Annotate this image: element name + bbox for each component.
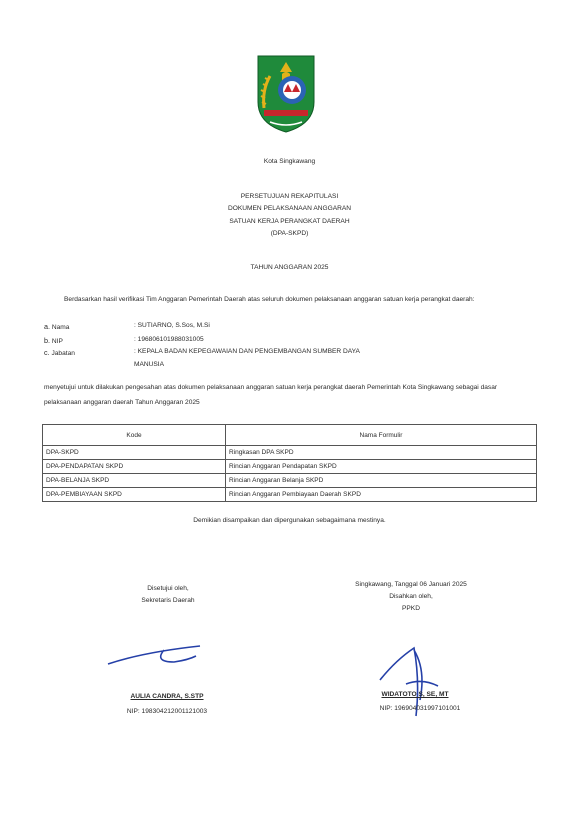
identity-position-row xyxy=(44,348,464,359)
kota-singkawang-emblem-icon xyxy=(256,52,316,134)
title-line: (DPA-SKPD) xyxy=(270,230,309,238)
identity-value: : KEPALA BADAN KEPEGAWAIAN DAN PENGEMBANGAN SUMBER DAYA xyxy=(134,348,360,355)
table-row xyxy=(43,474,537,488)
identity-value: : SUTIARNO, S.Sos, M.Si xyxy=(134,322,210,329)
right-place-date: Singkawang, Tanggal 06 Januari 2025 xyxy=(355,581,467,588)
table-row xyxy=(43,488,537,502)
right-signatory-header xyxy=(348,581,474,614)
table-cell-kode: DPA-BELANJA SKPD xyxy=(43,474,226,488)
identity-nip-row xyxy=(44,336,464,347)
intro-paragraph: Berdasarkan hasil verifikasi Tim Anggaran Pemerintah Daerah atas seluruh dokumen pelaksanaan anggaran satuan kerja perangkat daerah: xyxy=(64,296,475,303)
column-header-kode: Kode xyxy=(43,425,226,446)
table-row xyxy=(43,460,537,474)
left-signatory-name: AULIA CANDRA, S.STP xyxy=(130,693,204,700)
table-cell-kode: DPA-PEMBIAYAAN SKPD xyxy=(43,488,226,502)
table-cell-kode: DPA-PENDAPATAN SKPD xyxy=(43,460,226,474)
column-header-nama-formulir: Nama Formulir xyxy=(226,425,537,446)
identity-position-continuation: MANUSIA xyxy=(134,361,165,368)
table-cell-nama: Ringkasan DPA SKPD xyxy=(226,446,537,460)
table-cell-nama: Rincian Anggaran Pembiayaan Daerah SKPD xyxy=(226,488,537,502)
approval-paragraph: menyetujui untuk dilakukan pengesahan atas dokumen pelaksanaan anggaran satuan kerja perangkat daerah Pemerintah Kota Singkawang sebagai dasar pelaksanaan anggaran daerah Tahun Anggaran 2025 xyxy=(44,384,498,407)
identity-label: Jabatan xyxy=(51,350,75,357)
identity-letter: c. xyxy=(44,348,50,357)
closing-statement: Demikian disampaikan dan dipergunakan sebagaimana mestinya. xyxy=(193,517,386,524)
form-table xyxy=(42,424,537,502)
left-signature-icon xyxy=(104,634,208,674)
left-position-label: Sekretaris Daerah xyxy=(141,597,195,605)
title-line: SATUAN KERJA PERANGKAT DAERAH xyxy=(229,217,350,225)
right-signatory-name: WIDATOTO S, SE, MT xyxy=(381,691,449,698)
right-signatory-nip: NIP: 196904031997101001 xyxy=(379,705,461,712)
table-cell-nama: Rincian Anggaran Belanja SKPD xyxy=(226,474,537,488)
identity-label: NIP xyxy=(51,338,63,345)
identity-name-row xyxy=(44,322,464,333)
document-title xyxy=(0,193,579,243)
left-signatory-header xyxy=(108,585,228,605)
left-approval-label: Disetujui oleh, xyxy=(147,585,189,592)
city-name: Kota Singkawang xyxy=(263,158,316,165)
identity-label: Nama xyxy=(51,324,70,331)
table-header-row xyxy=(43,425,537,446)
table-cell-kode: DPA-SKPD xyxy=(43,446,226,460)
fiscal-year: TAHUN ANGGARAN 2025 xyxy=(250,264,329,271)
table-row xyxy=(43,446,537,460)
identity-letter: b. xyxy=(44,336,50,345)
right-approval-label: Disahkan oleh, xyxy=(389,593,433,601)
left-signatory-nip: NIP: 198304212001121003 xyxy=(126,708,208,715)
identity-letter: a. xyxy=(44,322,50,331)
title-line: DOKUMEN PELAKSANAAN ANGGARAN xyxy=(227,205,352,213)
right-position-label: PPKD xyxy=(402,605,420,613)
table-cell-nama: Rincian Anggaran Pendapatan SKPD xyxy=(226,460,537,474)
title-line: PERSETUJUAN REKAPITULASI xyxy=(240,193,339,200)
identity-value: : 196806101988031005 xyxy=(134,336,204,343)
